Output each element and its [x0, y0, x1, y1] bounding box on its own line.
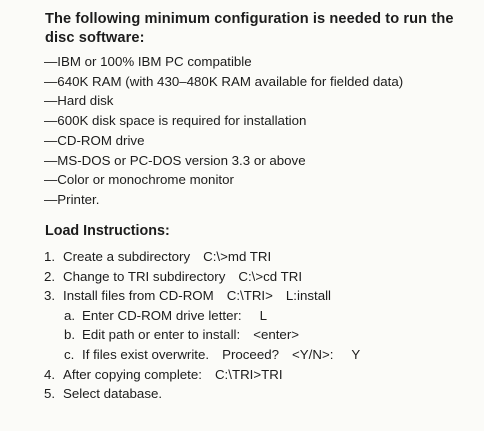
- step-text: Create a subdirectory: [63, 249, 191, 264]
- step-command: <enter>: [253, 327, 300, 343]
- requirement-item: —Printer.: [44, 191, 100, 207]
- step-command: L:install: [285, 288, 331, 304]
- requirement-item: —600K disk space is required for installation: [44, 113, 307, 129]
- requirement-item: —CD-ROM drive: [44, 132, 145, 148]
- requirement-item: —MS-DOS or PC-DOS version 3.3 or above: [44, 152, 306, 168]
- step-letter: b.: [64, 327, 76, 343]
- load-steps-list: [44, 247, 360, 404]
- step-text: Select database.: [63, 386, 163, 402]
- step-text: Change to TRI subdirectory: [63, 268, 226, 284]
- step-number: 2.: [44, 268, 56, 284]
- step-text: If files exist overwrite.: [82, 346, 210, 362]
- requirement-item: —640K RAM (with 430–480K RAM available for fielded data): [44, 73, 404, 89]
- substep-item: [44, 345, 360, 365]
- step-command: Proceed?: [222, 346, 280, 362]
- substep-item: [44, 325, 360, 345]
- step-item: [44, 286, 360, 306]
- step-command: Y: [351, 346, 361, 362]
- requirements-list: [44, 52, 403, 210]
- step-item: [44, 365, 360, 385]
- substep-item: [44, 306, 360, 326]
- load-instructions-title: Load Instructions:: [45, 223, 170, 239]
- step-command: L: [259, 307, 268, 323]
- step-text: Enter CD-ROM drive letter:: [82, 307, 242, 323]
- step-text: Edit path or enter to install:: [82, 327, 241, 343]
- step-number: 3.: [44, 288, 56, 304]
- requirement-item: —IBM or 100% IBM PC compatible: [44, 54, 252, 69]
- step-number: 5.: [44, 386, 56, 402]
- step-text: Install files from CD-ROM: [63, 288, 214, 304]
- step-command: C:\>md TRI: [203, 249, 272, 264]
- step-command: C:\TRI>: [226, 288, 273, 304]
- step-number: 1.: [44, 249, 56, 264]
- step-item: [44, 267, 360, 287]
- step-item: [44, 384, 360, 404]
- step-letter: a.: [64, 307, 76, 323]
- step-letter: c.: [64, 346, 75, 362]
- config-heading: The following minimum configuration is needed to run the disc software:: [45, 11, 454, 46]
- requirement-item: —Color or monochrome monitor: [44, 172, 234, 188]
- step-item: [44, 247, 360, 267]
- step-number: 4.: [44, 366, 56, 382]
- step-text: After copying complete:: [63, 366, 202, 382]
- step-command: <Y/N>:: [292, 346, 334, 362]
- step-command: C:\TRI>TRI: [214, 366, 283, 382]
- requirement-item: —Hard disk: [44, 93, 114, 109]
- step-command: C:\>cd TRI: [238, 268, 303, 284]
